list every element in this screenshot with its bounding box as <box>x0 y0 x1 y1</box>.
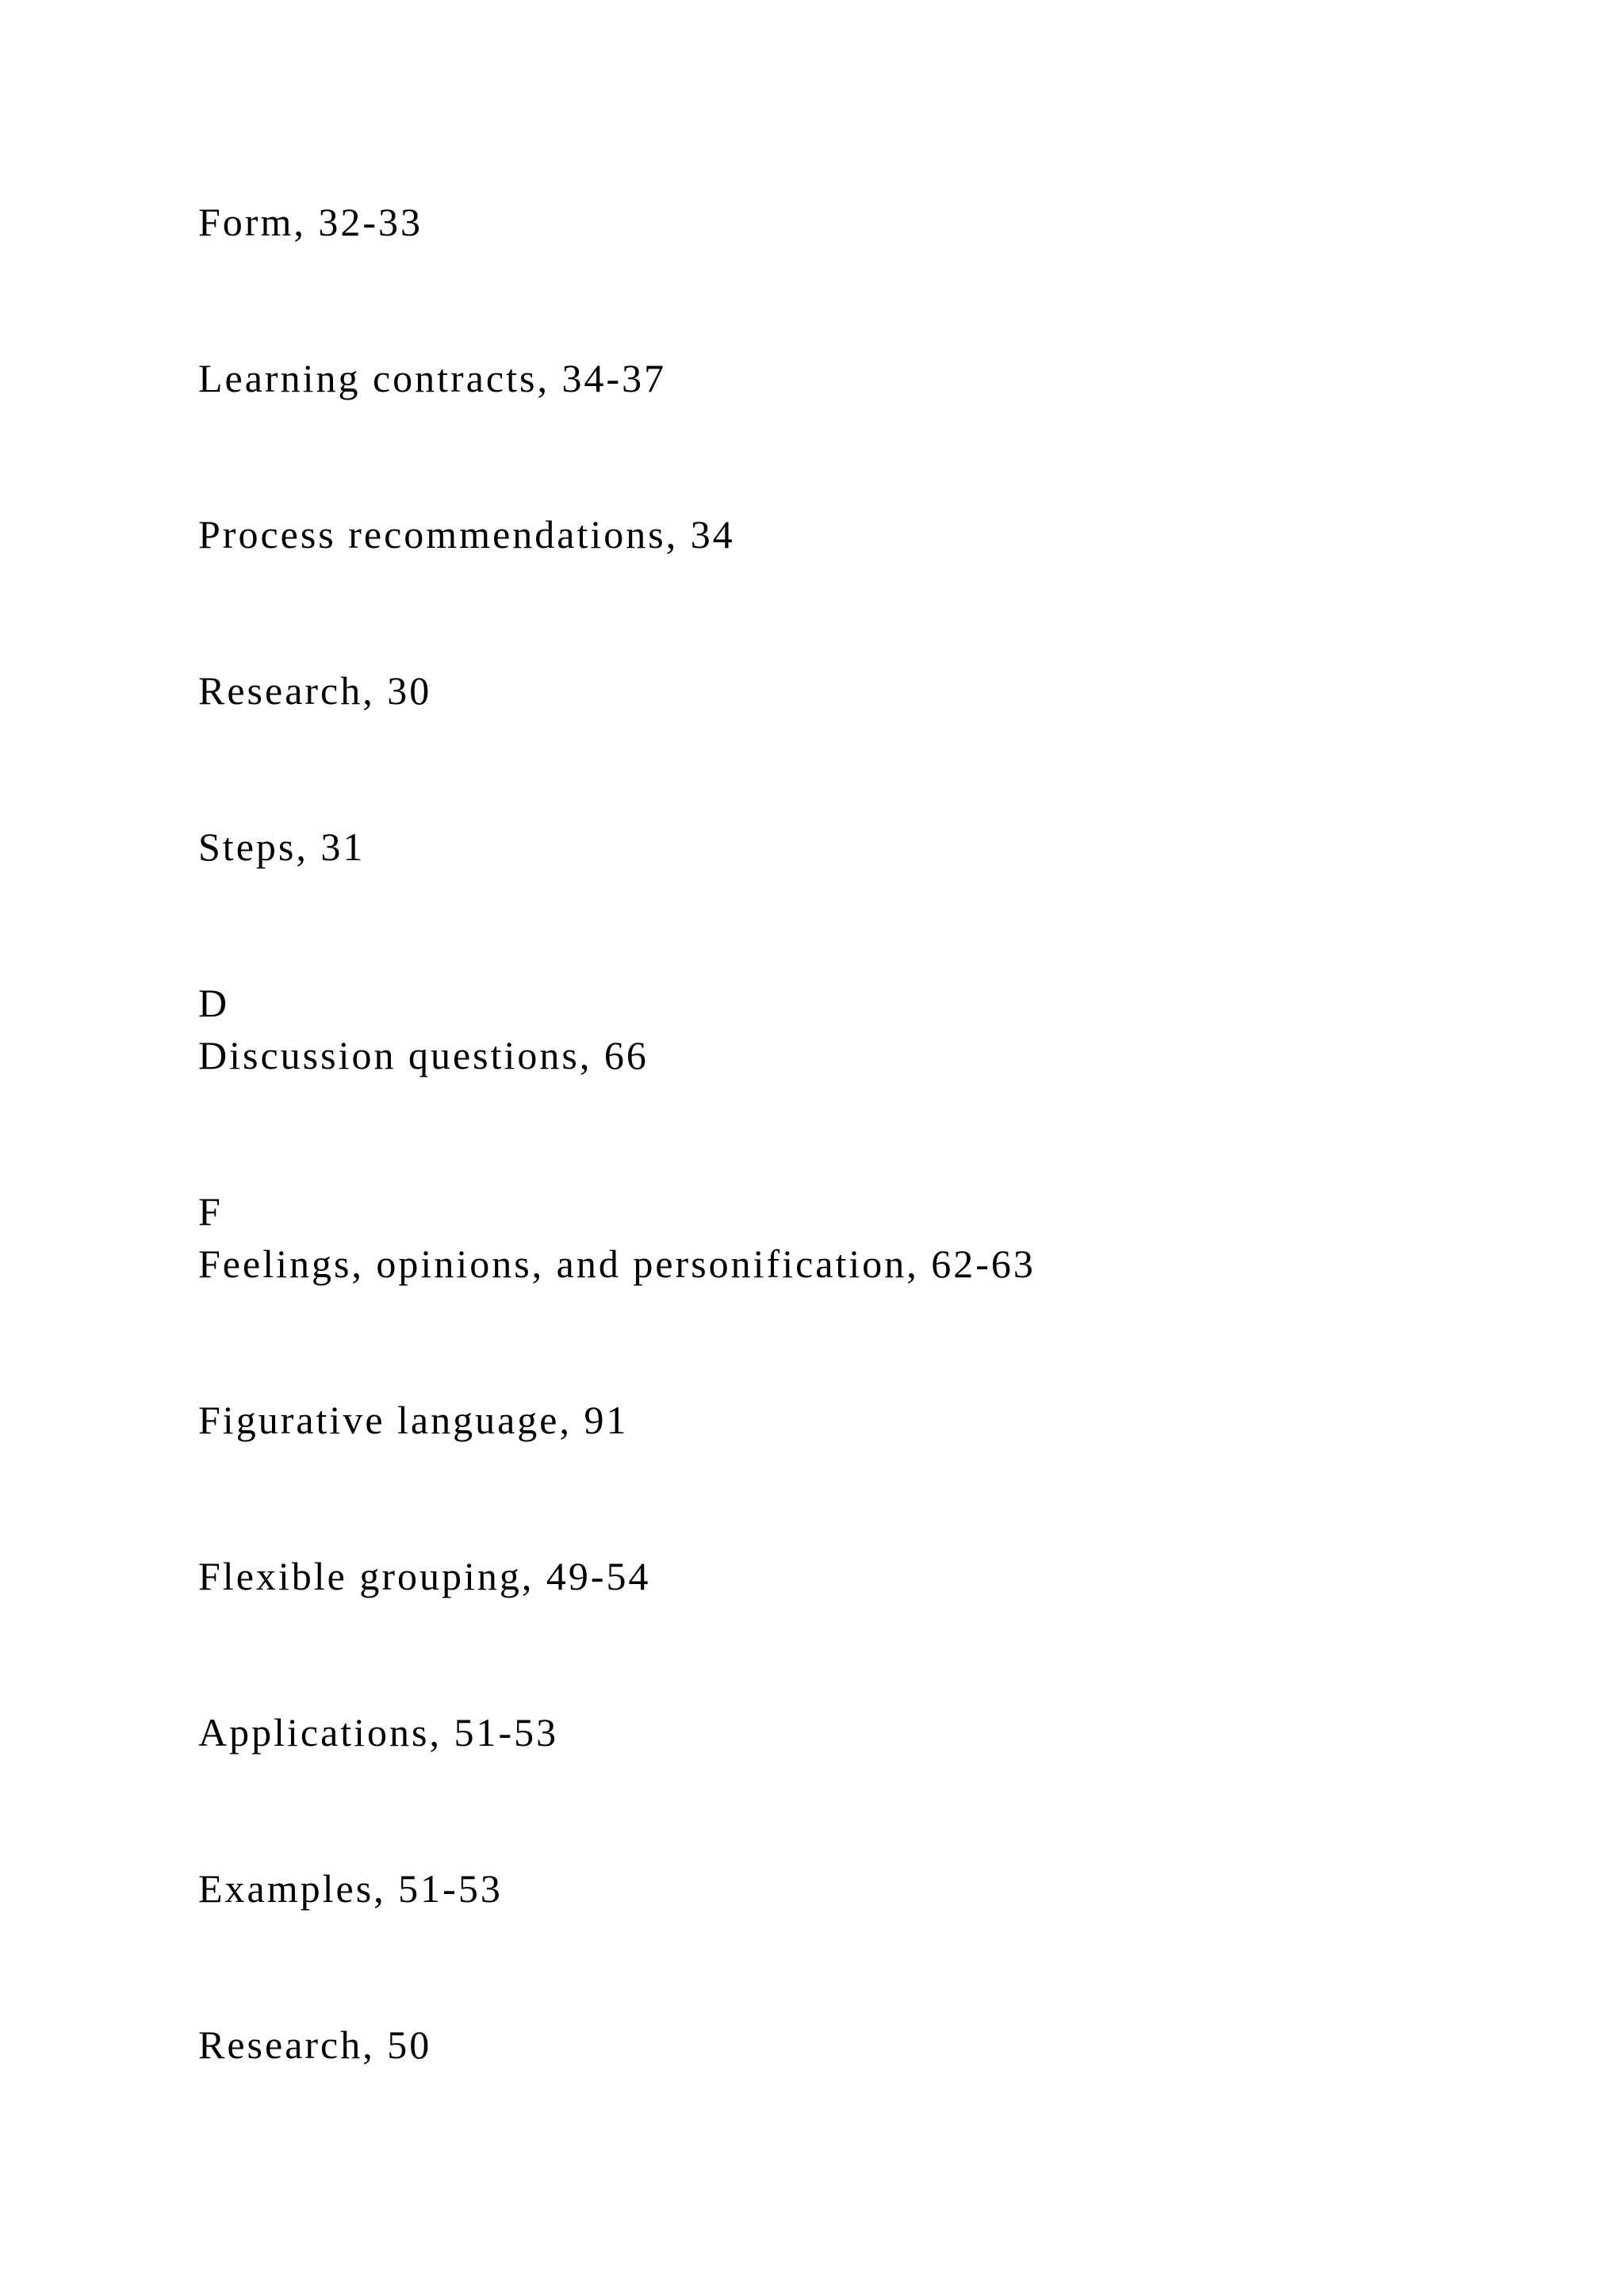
index-entry-discussion-questions: Discussion questions, 66 <box>198 1033 649 1077</box>
index-entry-form: Form, 32-33 <box>198 200 423 244</box>
index-entry-flexible-grouping: Flexible grouping, 49-54 <box>198 1554 651 1598</box>
index-entry-research-30: Research, 30 <box>198 668 432 713</box>
index-entry-applications: Applications, 51-53 <box>198 1710 559 1755</box>
index-entry-steps: Steps, 31 <box>198 825 366 869</box>
index-entry-research-50: Research, 50 <box>198 2022 432 2067</box>
index-letter-f: F <box>198 1189 223 1234</box>
index-letter-d: D <box>198 981 230 1025</box>
index-entry-examples: Examples, 51-53 <box>198 1866 503 1911</box>
index-entry-process-recommendations: Process recommendations, 34 <box>198 512 735 557</box>
index-entry-figurative-language: Figurative language, 91 <box>198 1398 629 1442</box>
index-entry-feelings-opinions: Feelings, opinions, and personification, 62-63 <box>198 1242 1036 1286</box>
index-entry-learning-contracts: Learning contracts, 34-37 <box>198 356 667 400</box>
